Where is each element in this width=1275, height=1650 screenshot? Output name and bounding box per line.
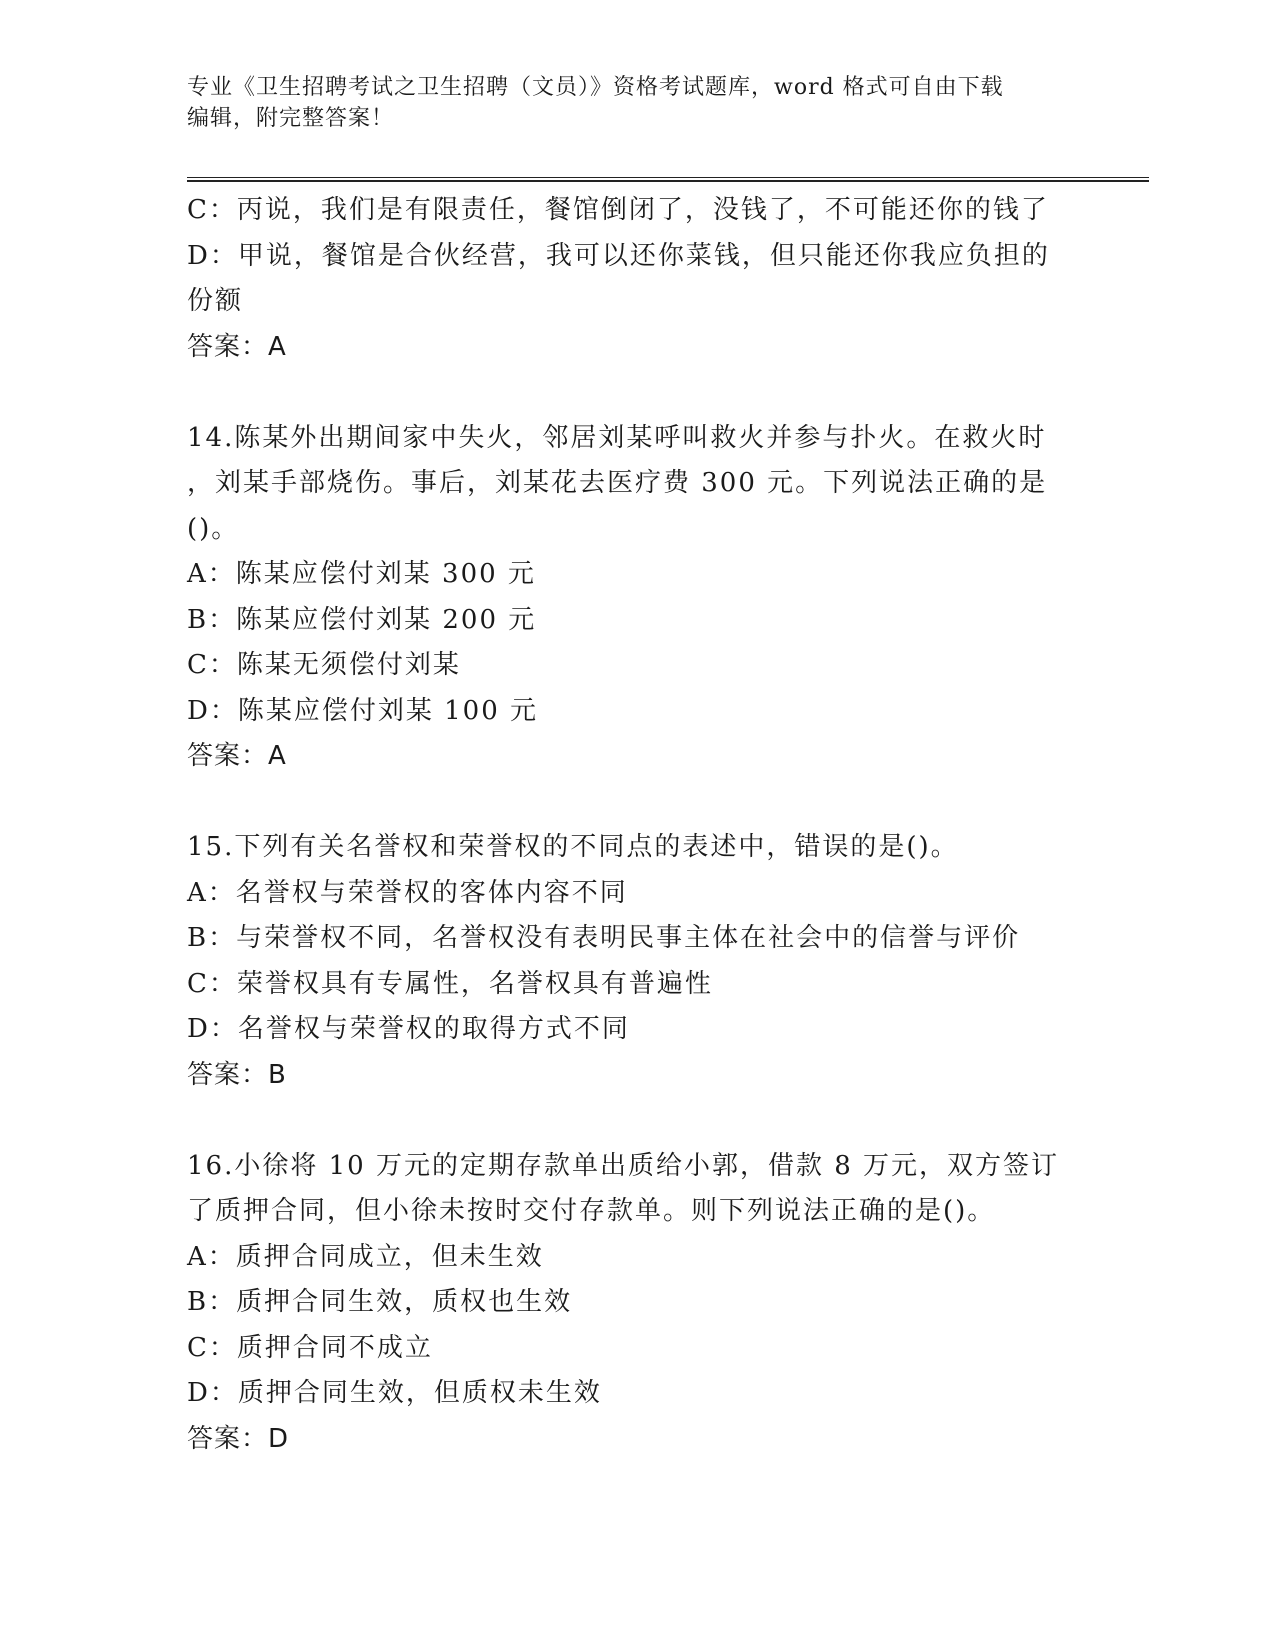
question-stem-continued: 了质押合同，但小徐未按时交付存款单。则下列说法正确的是()。	[187, 1196, 996, 1226]
option-d: D：质押合同生效，但质权未生效	[187, 1378, 602, 1408]
answer-line: 答案：A	[187, 331, 287, 362]
header-divider	[187, 177, 1149, 182]
header-line-2: 编辑，附完整答案！	[187, 106, 395, 131]
option-a: A：陈某应偿付刘某 300 元	[187, 559, 536, 589]
question-stem: 15.下列有关名誉权和荣誉权的不同点的表述中，错误的是()。	[187, 832, 959, 862]
option-d: D：陈某应偿付刘某 100 元	[187, 695, 539, 726]
question-13-tail	[187, 188, 1087, 370]
question-stem: 16.小徐将 10 万元的定期存款单出质给小郭，借款 8 万元，双方签订	[187, 1150, 1060, 1181]
question-spacer	[187, 780, 1087, 826]
question-16	[187, 1144, 1087, 1463]
option-a: A：质押合同成立，但未生效	[187, 1241, 544, 1272]
option-a: A：名誉权与荣誉权的客体内容不同	[187, 877, 628, 908]
question-content	[187, 188, 1087, 1462]
option-c: C：荣誉权具有专属性，名誉权具有普遍性	[187, 968, 713, 999]
question-14	[187, 416, 1087, 780]
option-d: D：甲说，餐馆是合伙经营，我可以还你菜钱，但只能还你我应负担的	[187, 240, 1050, 271]
header-line-1: 专业《卫生招聘考试之卫生招聘（文员）》资格考试题库，word 格式可自由下载	[187, 75, 1004, 100]
question-spacer	[187, 370, 1087, 416]
option-c: C：丙说，我们是有限责任，餐馆倒闭了，没钱了，不可能还你的钱了	[187, 195, 1049, 225]
option-c: C：陈某无须偿付刘某	[187, 650, 461, 680]
answer-line: 答案：A	[187, 741, 287, 771]
option-b: B：与荣誉权不同，名誉权没有表明民事主体在社会中的信誉与评价	[187, 923, 1021, 953]
question-stem-continued: ，刘某手部烧伤。事后，刘某花去医疗费 300 元。下列说法正确的是	[187, 468, 1048, 498]
option-b: B：质押合同生效，质权也生效	[187, 1287, 573, 1317]
option-d-continued: 份额	[187, 286, 244, 316]
document-header	[187, 72, 1067, 134]
option-b: B：陈某应偿付刘某 200 元	[187, 604, 537, 635]
answer-line: 答案：D	[187, 1423, 290, 1454]
question-stem: 14.陈某外出期间家中失火，邻居刘某呼叫救火并参与扑火。在救火时	[187, 422, 1047, 453]
option-c: C：质押合同不成立	[187, 1332, 433, 1363]
question-stem-continued: ()。	[187, 513, 240, 544]
question-15	[187, 825, 1087, 1098]
option-d: D：名誉权与荣誉权的取得方式不同	[187, 1014, 630, 1044]
answer-line: 答案：B	[187, 1059, 287, 1090]
question-spacer	[187, 1098, 1087, 1144]
